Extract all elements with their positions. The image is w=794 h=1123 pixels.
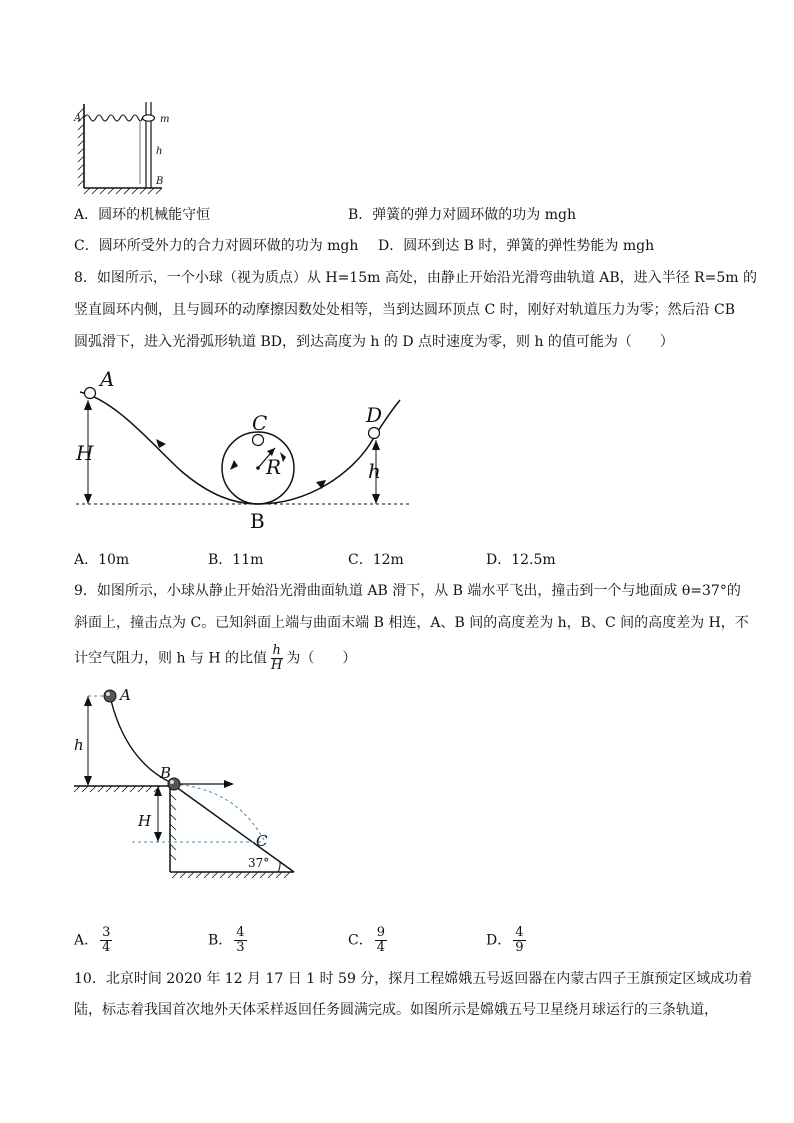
q9-fig-label-angle: 37° (248, 856, 270, 870)
q8-option-a: A．10m (74, 552, 130, 568)
q9-option-d-fraction (513, 926, 525, 955)
q8-option-d: D．12.5m (486, 552, 556, 568)
q9-fig-label-a: A (120, 686, 131, 704)
fig7-label-h: h (156, 146, 163, 157)
q9-fig-label-h: h (74, 736, 84, 754)
q8-track-figure (70, 362, 420, 532)
q9-option-c-num: 9 (376, 925, 385, 940)
q8-fig-label-h-lower: h (368, 459, 381, 483)
q9-stem-line-3-pre: 计空气阻力，则 h 与 H 的比值 (74, 650, 268, 667)
q9-option-a-fraction (100, 926, 112, 955)
q9-option-d-label: D． (486, 932, 512, 949)
q10-stem-line-2: 陆，标志着我国首次地外天体采样返回任务圆满完成。如图所示是嫦娥五号卫星绕月球运行的三条轨道， (74, 1002, 718, 1018)
q9-option-c-fraction (375, 926, 387, 955)
q9-option-c-den: 4 (376, 940, 385, 955)
q8-option-c: C．12m (348, 552, 404, 568)
q7-spring-figure (70, 96, 180, 196)
q7-option-b: B．弹簧的弹力对圆环做的功为 mgh (348, 207, 576, 223)
fig7-label-m: m (160, 114, 170, 125)
q7-option-a: A．圆环的机械能守恒 (74, 207, 211, 223)
q8-stem-line-2: 竖直圆环内侧，且与圆环的动摩擦因数处处相等，当到达圆环顶点 C 时，刚好对轨道压力为零；然后沿 CB (74, 302, 736, 318)
q9-option-a-label: A． (74, 932, 99, 949)
fig7-label-b: B (156, 176, 164, 187)
q9-stem-line-3 (74, 644, 356, 673)
q9-option-b-num: 4 (236, 925, 245, 940)
q7-option-c: C．圆环所受外力的合力对圆环做的功为 mgh (74, 238, 359, 254)
q9-option-c (348, 926, 389, 955)
q9-fig-label-c: C (256, 832, 268, 850)
q8-stem-line-3: 圆弧滑下，进入光滑弧形轨道 BD，到达高度为 h 的 D 点时速度为零，则 h 的值可能为（ ） (74, 334, 674, 350)
q8-stem-line-1: 8．如图所示，一个小球（视为质点）从 H=15m 高处，由静止开始沿光滑弯曲轨道 AB，进入半径 R=5m 的 (74, 270, 758, 286)
q9-ratio-den: H (271, 658, 283, 673)
q7-option-d: D．圆环到达 B 时，弹簧的弹性势能为 mgh (378, 238, 655, 254)
q8-fig-label-a: A (100, 367, 115, 391)
q10-stem-line-1: 10．北京时间 2020 年 12 月 17 日 1 时 59 分，探月工程嫦娥五号返回器在内蒙古四子王旗预定区域成功着 (74, 971, 753, 987)
q9-ratio-fraction (269, 644, 284, 673)
q9-projectile-figure (70, 684, 300, 879)
q9-option-a-num: 3 (102, 925, 111, 940)
q9-option-d (486, 926, 528, 955)
q8-fig-label-r: R (266, 455, 282, 479)
q9-option-b-den: 3 (236, 940, 245, 955)
q9-option-a (74, 926, 114, 955)
q9-stem-line-3-post: 为（ ） (286, 650, 357, 667)
q9-stem-line-1: 9．如图所示，小球从静止开始沿光滑曲面轨道 AB 滑下，从 B 端水平飞出，撞击到一个与地面成 θ=37°的 (74, 583, 741, 599)
q9-fig-label-h-upper: H (138, 812, 152, 830)
q9-option-b (208, 926, 249, 955)
q9-option-a-den: 4 (102, 940, 111, 955)
q8-fig-label-d: D (366, 403, 383, 427)
q8-fig-label-h-upper: H (76, 441, 94, 465)
q8-fig-label-b: B (250, 509, 265, 533)
q9-fig-label-b: B (160, 764, 172, 782)
q9-ratio-num: h (272, 643, 281, 658)
q9-option-d-num: 4 (515, 925, 524, 940)
q9-option-b-label: B． (208, 932, 233, 949)
q9-option-c-label: C． (348, 932, 373, 949)
q8-option-b: B．11m (208, 552, 264, 568)
q8-fig-label-c: C (252, 411, 268, 435)
q9-option-b-fraction (234, 926, 246, 955)
q9-stem-line-2: 斜面上，撞击点为 C。已知斜面上端与曲面末端 B 相连，A、B 间的高度差为 h，B、C 间的高度差为 H，不 (74, 615, 749, 631)
fig7-label-a: A (74, 113, 82, 124)
q9-option-d-den: 9 (515, 940, 524, 955)
